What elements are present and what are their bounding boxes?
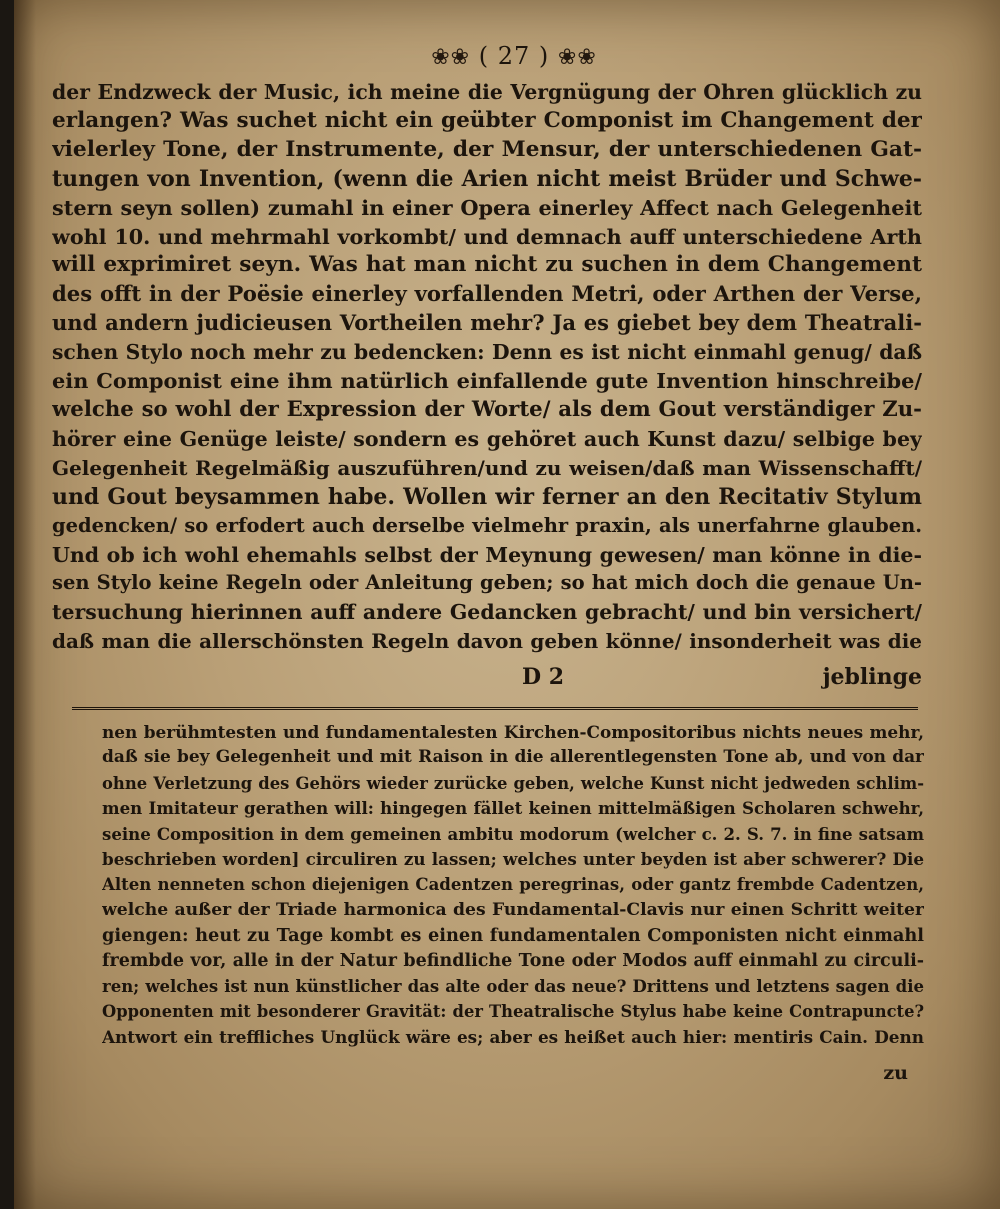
footnote-line: ohne Verletzung des Gehörs wieder zurücke geben, welche Kunst nicht jedweden schlim- — [102, 773, 924, 793]
footnote-line: welche außer der Triade harmonica des Fundamental-Clavis nur einen Schritt weiter — [102, 899, 924, 920]
page-footer — [52, 664, 922, 696]
text-line: tungen von Invention, (wenn die Arien nicht meist Brüder und Schwe- — [52, 165, 922, 192]
text-line: sen Stylo keine Regeln oder Anleitung geben; so hat mich doch die genaue Un- — [52, 571, 922, 595]
text-line: erlangen? Was suchet nicht ein geübter Componist im Changement der — [52, 107, 922, 133]
text-line: Gelegenheit Regelmäßig auszuführen/und zu weisen/daß man Wissenschafft/ — [52, 455, 922, 480]
text-line: des offt in der Poësie einerley vorfallenden Metri, oder Arthen der Verse, — [52, 281, 922, 307]
text-line: schen Stylo noch mehr zu bedencken: Denn es ist nicht einmahl genug/ daß — [52, 340, 922, 365]
text-line: und andern judicieusen Vortheilen mehr? Ja es giebet bey dem Theatrali- — [52, 310, 922, 336]
text-line: daß man die allerschönsten Regeln davon geben könne/ insonderheit was die — [52, 629, 922, 654]
main-text-block — [52, 78, 922, 656]
footnote-line: Antwort ein treffliches Unglück wäre es; aber es heißet auch hier: mentiris Cain. Denn — [102, 1026, 924, 1047]
page-header — [394, 42, 634, 70]
text-line: stern seyn sollen) zumahl in einer Opera einerley Affect nach Gelegenheit — [52, 194, 922, 220]
footnote-line: Opponenten mit besonderer Gravität: der Theatralische Stylus habe keine Contrapuncte? — [102, 1002, 924, 1022]
ornament-left-icon: ❀❀ — [431, 45, 471, 70]
text-line: und Gout beysammen habe. Wollen wir ferner an den Recitativ Stylum — [52, 483, 922, 510]
footnote-divider — [72, 707, 918, 710]
footnote-line: beschrieben worden] circuliren zu lassen; welches unter beyden ist aber schwerer? Die — [102, 849, 924, 870]
ornament-right-icon: ❀❀ — [557, 45, 597, 70]
signature-mark: D 2 — [522, 664, 565, 690]
footnote-line: frembde vor, alle in der Natur befindliche Tone oder Modos auff einmahl zu circuli- — [102, 950, 924, 971]
text-line: hörer eine Genüge leiste/ sondern es gehöret auch Kunst dazu/ selbige bey — [52, 426, 922, 451]
text-line: vielerley Tone, der Instrumente, der Mensur, der unterschiedenen Gat- — [52, 136, 922, 162]
text-line: gedencken/ so erfodert auch derselbe vielmehr praxin, als unerfahrne glauben. — [52, 513, 922, 537]
text-line: tersuchung hierinnen auff andere Gedancken gebracht/ und bin versichert/ — [52, 600, 922, 625]
footnote-line: giengen: heut zu Tage kombt es einen fundamentalen Componisten nicht einmahl — [102, 925, 924, 947]
footnote-line: daß sie bey Gelegenheit und mit Raison in die allerentlegensten Tone ab, und von dar — [102, 747, 924, 768]
text-line: der Endzweck der Music, ich meine die Vergnügung der Ohren glücklich zu — [52, 80, 922, 104]
catchword: jeblinge — [822, 664, 922, 690]
text-line: welche so wohl der Expression der Worte/ als dem Gout verständiger Zu- — [52, 396, 922, 422]
footnote-line: ren; welches ist nun künstlicher das alte oder das neue? Drittens und letztens sagen die — [102, 976, 924, 997]
text-line: ein Componist eine ihm natürlich einfallende gute Invention hinschreibe/ — [52, 368, 922, 394]
page-number: ( 27 ) — [478, 42, 550, 70]
footnote-line: Alten nenneten schon diejenigen Cadentzen peregrinas, oder gantz frembde Cadentzen, — [102, 874, 924, 895]
footnote-catchword: zu — [883, 1062, 908, 1084]
footnote-block — [102, 720, 924, 1050]
footnote-line: nen berühmtesten und fundamentalesten Kirchen-Compositoribus nichts neues mehr, — [102, 722, 924, 742]
text-line: will exprimiret seyn. Was hat man nicht zu suchen in dem Changement — [52, 252, 922, 278]
text-line: wohl 10. und mehrmahl vorkombt/ und demnach auff unterschiedene Arth — [52, 224, 922, 249]
footnote-line: seine Composition in dem gemeinen ambitu modorum (welcher c. 2. S. 7. in fine satsam — [102, 823, 924, 844]
footnote-line: men Imitateur gerathen will: hingegen fället keinen mittelmäßigen Scholaren schwehr, — [102, 798, 924, 819]
text-line: Und ob ich wohl ehemahls selbst der Meynung gewesen/ man könne in die- — [52, 542, 922, 567]
book-page — [14, 0, 1000, 1209]
